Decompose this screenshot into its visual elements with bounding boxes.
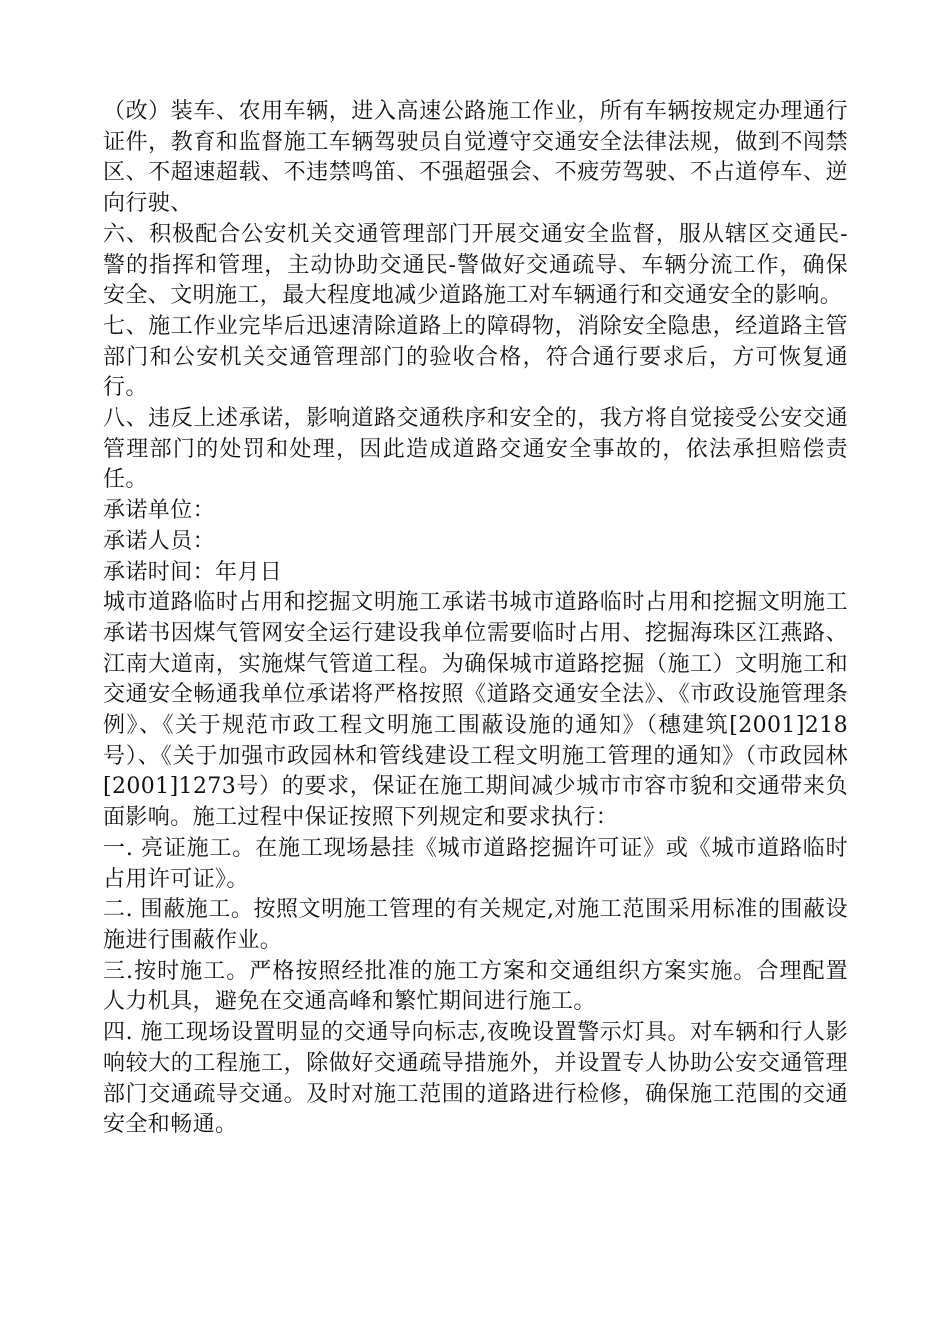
paragraph-vehicle-rules: （改）装车、农用车辆，进入高速公路施工作业，所有车辆按规定办理通行证件，教育和监督施工车辆驾驶员自觉遵守交通安全法律法规，做到不闯禁区、不超速超载、不违禁鸣笛、不强超强会、不疲劳驾驶、不占道停车、逆向行驶、 [103, 99, 848, 217]
document-body [103, 97, 848, 1141]
paragraph-item-eight: 八、违反上述承诺，影响道路交通秩序和安全的，我方将自觉接受公安交通管理部门的处罚和处理，因此造成道路交通安全事故的，依法承担赔偿责任。 [103, 406, 848, 493]
paragraph-rule-three: 三.按时施工。严格按照经批准的施工方案和交通组织方案实施。合理配置人力机具，避免在交通高峰和繁忙期间进行施工。 [103, 958, 848, 1015]
paragraph-item-six: 六、积极配合公安机关交通管理部门开展交通安全监督，服从辖区交通民-警的指挥和管理，主动协助交通民-警做好交通疏导、车辆分流工作，确保安全、文明施工，最大程度地减少道路施工对车辆通行和交通安全的影响。 [103, 221, 848, 309]
signature-person-line: 承诺人员： [103, 528, 216, 554]
signature-unit-line: 承诺单位： [103, 498, 216, 524]
signature-date-line: 承诺时间：年月日 [103, 559, 283, 585]
paragraph-rule-four: 四. 施工现场设置明显的交通导向标志,夜晚设置警示灯具。对车辆和行人影响较大的工程施工，除做好交通疏导措施外，并设置专人协助公安交通管理部门交通疏导交通。及时对施工范围的道路进行检修，确保施工范围的交通安全和畅通。 [103, 1020, 848, 1138]
paragraph-item-seven: 七、施工作业完毕后迅速清除道路上的障碍物，消除安全隐患，经道路主管部门和公安机关交通管理部门的验收合格，符合通行要求后，方可恢复通行。 [103, 313, 848, 401]
paragraph-commitment-intro: 城市道路临时占用和挖掘文明施工承诺书城市道路临时占用和挖掘文明施工承诺书因煤气管网安全运行建设我单位需要临时占用、挖掘海珠区江燕路、江南大道南，实施煤气管道工程。为确保城市道路挖掘（施工）文明施工和交通安全畅通我单位承诺将严格按照《道路交通安全法》、《市政设施管理条例》、《关于规范市政工程文明施工围蔽设施的通知》（穗建筑[2001]218号）、《关于加强市政园林和管线建设工程文明施工管理的通知》（市政园林[2001]1273号）的要求，保证在施工期间减少城市市容市貌和交通带来负面影响。施工过程中保证按照下列规定和要求执行： [103, 590, 848, 831]
paragraph-rule-two: 二. 围蔽施工。按照文明施工管理的有关规定,对施工范围采用标准的围蔽设施进行围蔽作业。 [103, 897, 848, 953]
paragraph-rule-one: 一. 亮证施工。在施工现场悬挂《城市道路挖掘许可证》或《城市道路临时占用许可证》。 [103, 835, 848, 892]
